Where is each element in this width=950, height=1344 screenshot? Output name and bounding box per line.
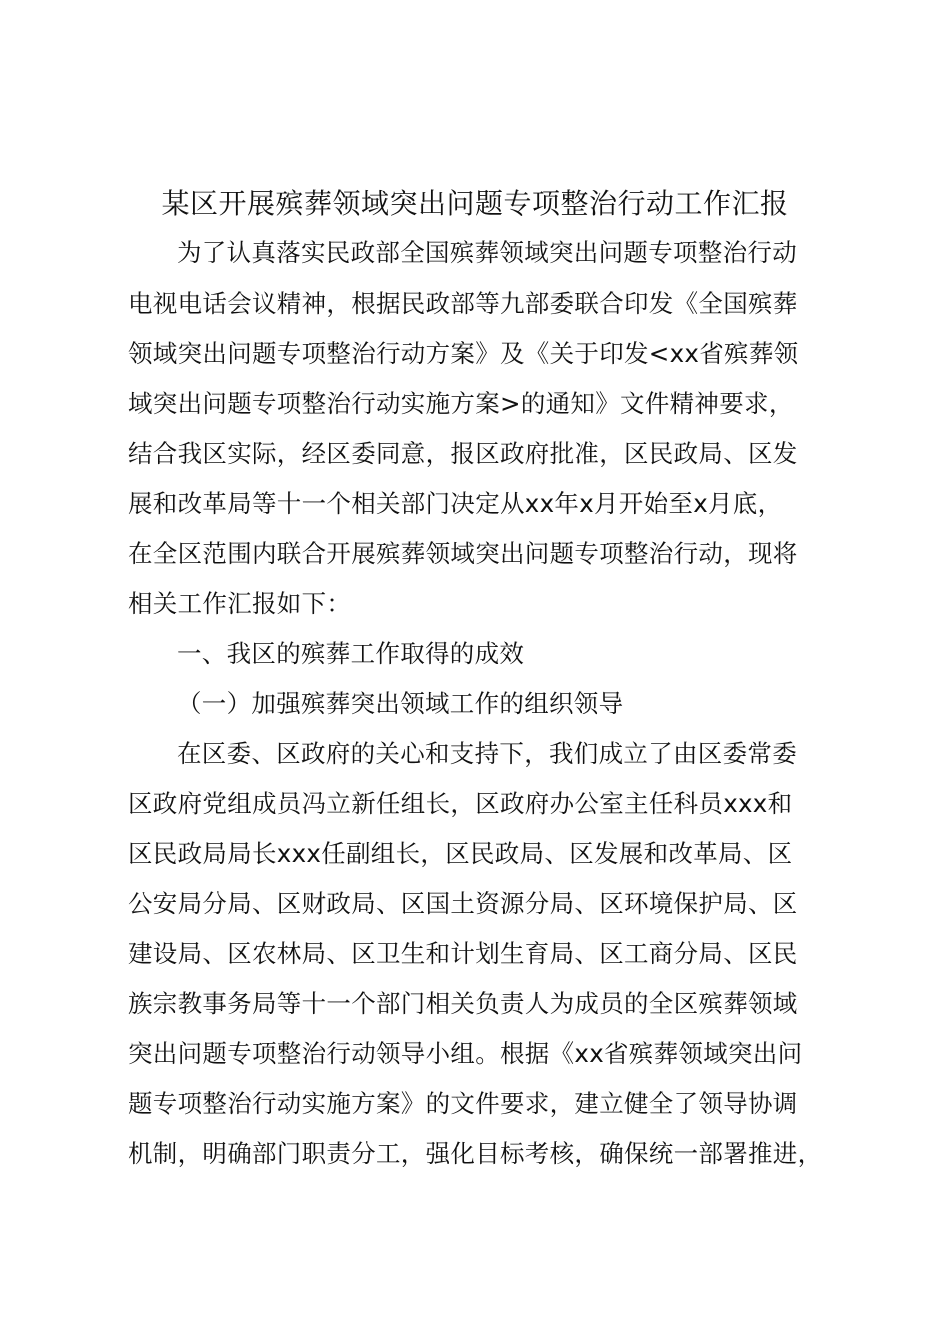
paragraph-line: 结合我区实际，经区委同意，报区政府批准，区民政局、区发 <box>128 439 798 468</box>
paragraph-line: 族宗教事务局等十一个部门相关负责人为成员的全区殡葬领域 <box>128 989 798 1018</box>
paragraph-line: 区民政局局长xxx任副组长，区民政局、区发展和改革局、区 <box>128 839 793 868</box>
paragraph-line: 展和改革局等十一个相关部门决定从xx年x月开始至x月底， <box>128 489 783 518</box>
paragraph-line: 机制，明确部门职责分工，强化目标考核，确保统一部署推进， <box>128 1139 823 1168</box>
paragraph-line: 在区委、区政府的关心和支持下，我们成立了由区委常委 <box>177 739 797 768</box>
paragraph-line: 相关工作汇报如下： <box>128 589 352 618</box>
paragraph-line: 突出问题专项整治行动领导小组。根据《xx省殡葬领域突出问 <box>128 1039 803 1068</box>
paragraph-line: 领域突出问题专项整治行动方案》及《关于印发<xx省殡葬领 <box>128 339 799 368</box>
document-title: 某区开展殡葬领域突出问题专项整治行动工作汇报 <box>161 187 789 220</box>
subsection-heading: （一）加强殡葬突出领域工作的组织领导 <box>177 689 624 718</box>
paragraph-line: 建设局、区农林局、区卫生和计划生育局、区工商分局、区民 <box>128 939 798 968</box>
section-heading: 一、我区的殡葬工作取得的成效 <box>177 639 525 668</box>
paragraph-line: 区政府党组成员冯立新任组长，区政府办公室主任科员xxx和 <box>128 789 793 818</box>
paragraph-line: 在全区范围内联合开展殡葬领域突出问题专项整治行动，现将 <box>128 539 798 568</box>
paragraph-line: 电视电话会议精神，根据民政部等九部委联合印发《全国殡葬 <box>128 289 798 318</box>
paragraph-line: 公安局分局、区财政局、区国土资源分局、区环境保护局、区 <box>128 889 798 918</box>
paragraph-line: 题专项整治行动实施方案》的文件要求，建立健全了领导协调 <box>128 1089 798 1118</box>
paragraph-line: 为了认真落实民政部全国殡葬领域突出问题专项整治行动 <box>177 238 797 267</box>
paragraph-line: 域突出问题专项整治行动实施方案>的通知》文件精神要求， <box>128 389 794 418</box>
